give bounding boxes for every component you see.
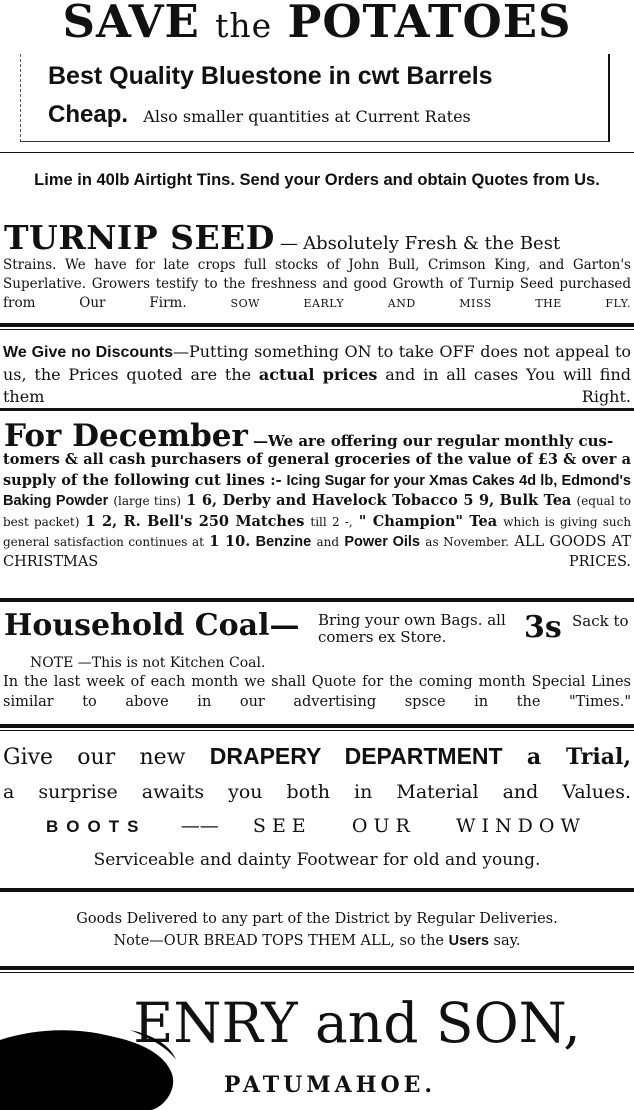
headline-potatoes: POTATOES <box>287 0 572 48</box>
ink-blot <box>0 1030 180 1110</box>
bluestone-sub-line <box>48 99 588 133</box>
benzine-label: Benzine <box>255 534 312 551</box>
discounts-tail: and in all cases You will find them Right. <box>3 365 631 406</box>
large-tins-note: (large tins) <box>113 494 182 509</box>
divider-thin <box>0 730 634 731</box>
divider <box>0 724 634 728</box>
smaller-quantities-text: Also smaller quantities at Current Rates <box>143 107 471 126</box>
divider <box>0 598 634 602</box>
turnip-body-text: Strains. We have for late crops full stocks of John Bull, Crimson King, and Garton's Superlative. Growers testify to the freshness and good Growth of Turnip Seed purchased from Our Firm. <box>3 257 631 311</box>
cheap-label: Cheap. <box>48 101 129 128</box>
divider <box>0 888 634 892</box>
actual-prices: actual prices <box>258 365 378 384</box>
drapery-surprise-line: a surprise awaits you both in Material and Values. <box>3 781 631 803</box>
matches-price: 1 2, R. Bell's 250 Matches <box>85 512 305 530</box>
turnip-dash: — <box>280 233 299 254</box>
headline-the: the <box>215 6 273 45</box>
coal-price: 3s <box>524 610 562 645</box>
delivery-line: Goods Delivered to any part of the District by Regular Deliveries. <box>76 911 558 927</box>
boots-dash: —— <box>180 815 219 837</box>
bluestone-line: Best Quality Bluestone in cwt Barrels <box>48 62 493 90</box>
firm-name: ENRY and SON, <box>133 991 581 1055</box>
christmas-prices: ALL GOODS AT CHRISTMAS PRICES. <box>3 534 632 570</box>
december-body <box>0 450 634 573</box>
bread-line <box>0 930 634 952</box>
monthly-quote-notice: In the last week of each month we shall Quote for the coming month Special Lines similar to above in our advertising spsce in the "Times." <box>3 674 631 710</box>
headline <box>0 0 634 48</box>
turnip-heading <box>4 218 634 257</box>
lime-notice: Lime in 40lb Airtight Tins. Send your Orders and obtain Quotes from Us. <box>34 171 600 189</box>
and-word: and <box>316 535 340 550</box>
december-heading <box>4 418 634 454</box>
december-intro: We are offering our regular monthly cus- <box>267 432 614 450</box>
divider-thin <box>0 329 634 330</box>
till-note: till 2 -, <box>310 514 353 529</box>
drapery-department: DRAPERY DEPARTMENT <box>209 743 503 769</box>
champion-price: 1 10. <box>209 533 251 551</box>
coal-title-text: Household Coal <box>4 608 270 643</box>
turnip-sow-early: SOW EARLY AND MISS THE FLY. <box>230 297 631 310</box>
baking-powder-price: 1 6, Derby and Havelock Tobacco 5 9, Bulk Tea <box>186 492 572 510</box>
divider-thin <box>0 972 634 973</box>
see-our-window: SEE OUR WINDOW <box>252 815 587 837</box>
as-november-note: as November. <box>425 535 510 550</box>
discounts-rest: —Putting something ON to take OFF does not appeal to us, the Prices quoted are the <box>3 342 632 384</box>
firm-location: PATUMAHOE. <box>223 1072 437 1098</box>
coal-heading <box>4 606 634 650</box>
december-title: For December <box>4 418 248 454</box>
champion-tea: " Champion" Tea <box>358 512 498 530</box>
boots-label: BOOTS <box>46 817 147 836</box>
drapery-lead: Give our new <box>3 745 186 770</box>
divider-thick <box>0 323 634 327</box>
boots-line <box>46 812 586 841</box>
coal-sack-label: Sack to <box>572 612 629 630</box>
icing-sugar-offer: Icing Sugar for your Xmas Cakes 4d lb, Edmond's Baking Powder <box>3 472 631 510</box>
turnip-title: TURNIP SEED <box>4 218 275 257</box>
december-body-a: tomers & all cash purchasers of general groceries of the value of £3 & over a supply of the following cut lines :- <box>3 451 631 489</box>
delivery-notice <box>0 908 634 952</box>
bread-line-a: Note—OUR BREAD TOPS THEM ALL, so the <box>113 933 444 949</box>
drapery-trial: a Trial, <box>526 744 631 770</box>
coal-dash: — <box>269 608 300 643</box>
satisfaction-note: which is giving such general satisfaction continues at <box>3 514 632 550</box>
divider <box>0 408 634 411</box>
turnip-body <box>0 256 634 313</box>
december-dash: — <box>252 432 268 450</box>
drapery-heading <box>0 740 634 774</box>
headline-save: SAVE <box>62 0 200 48</box>
users-word: Users <box>448 933 489 949</box>
divider <box>0 152 634 153</box>
bread-line-b: say. <box>493 933 521 949</box>
coal-bring-bags: Bring your own Bags. all comers ex Store. <box>318 611 506 646</box>
coal-title <box>4 606 300 646</box>
power-oils-label: Power Oils <box>344 534 420 551</box>
no-discounts-lead: We Give no Discounts <box>3 344 173 361</box>
footwear-line: Serviceable and dainty Footwear for old and young. <box>93 850 541 870</box>
equal-best-packet-note: (equal to best packet) <box>3 494 632 529</box>
coal-note: NOTE —This is not Kitchen Coal. <box>30 655 266 671</box>
discounts-notice <box>0 341 634 408</box>
turnip-tagline: Absolutely Fresh & the Best <box>303 233 561 254</box>
divider <box>0 966 634 970</box>
